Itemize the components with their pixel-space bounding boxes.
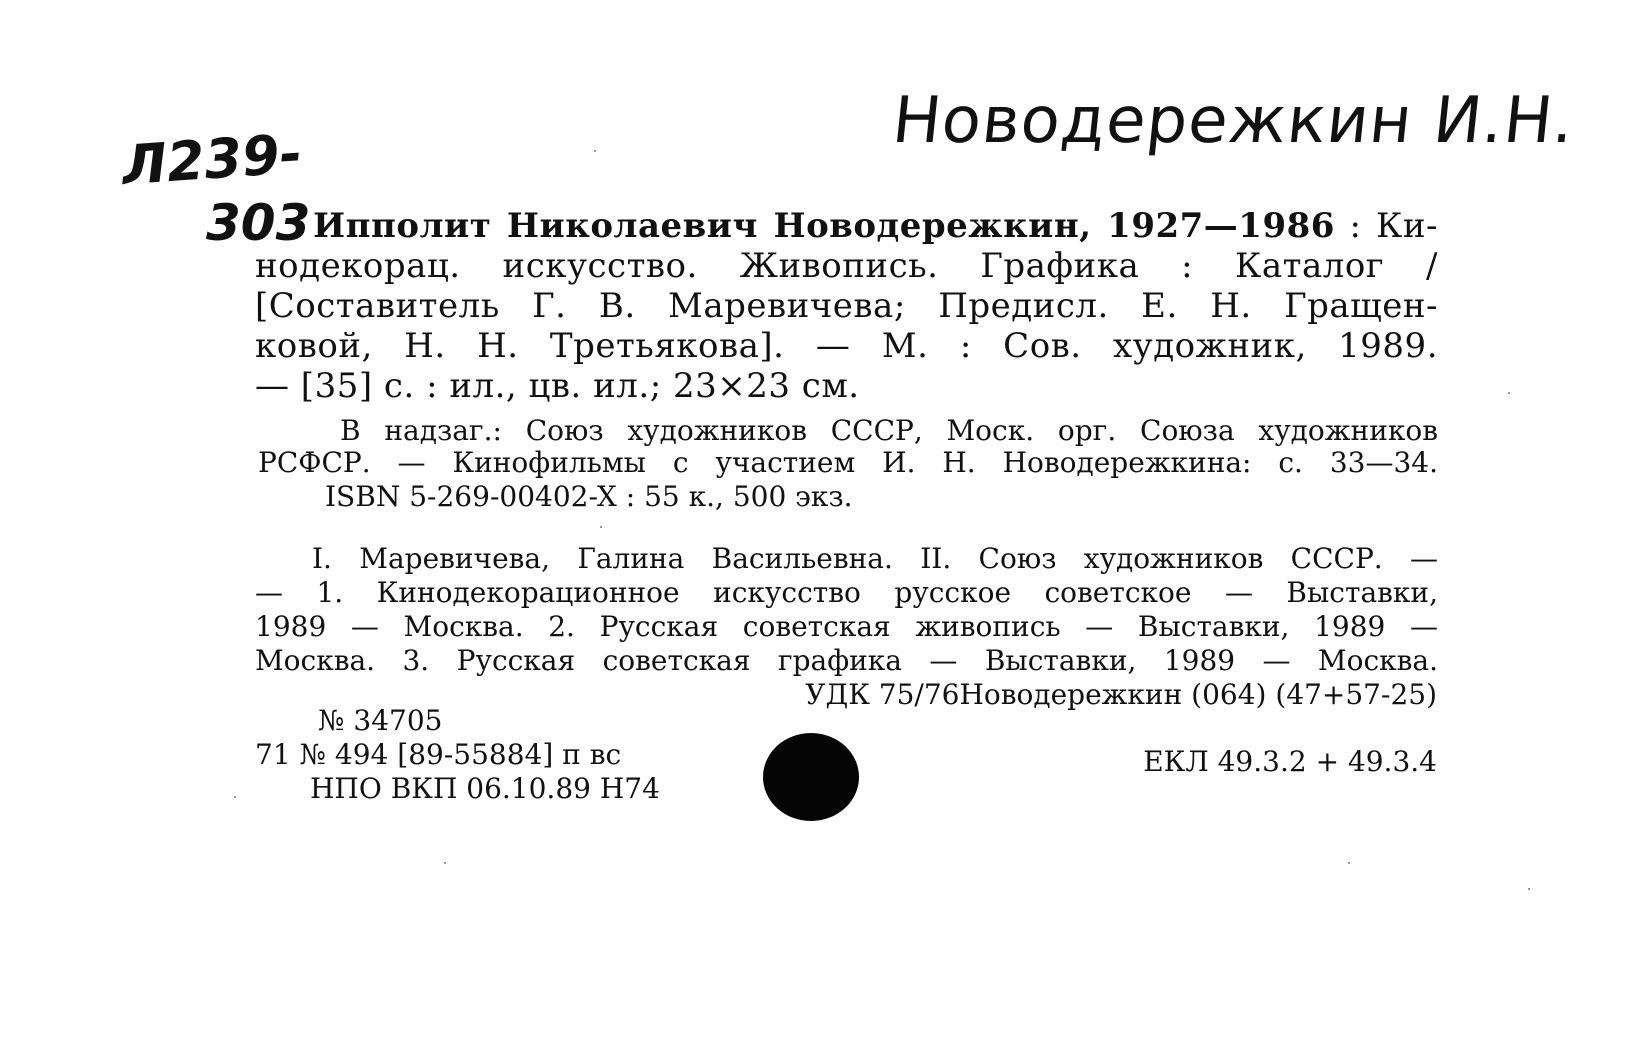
- entry-heading-line: [313, 206, 1438, 246]
- scan-speck: [234, 796, 236, 798]
- scan-speck: [1528, 888, 1530, 890]
- udk-classification: УДК 75/76Новодережкин (064) (47+57-25): [805, 678, 1437, 711]
- card-number: № 34705: [318, 704, 443, 737]
- tracings-line-4: Москва. 3. Русская советская графика — Выставки, 1989 — Москва.: [255, 644, 1438, 677]
- scan-speck: [594, 150, 596, 152]
- ekl-classification: ЕКЛ 49.3.2 + 49.3.4: [1143, 745, 1437, 778]
- scan-speck: [1508, 392, 1510, 394]
- entry-line-3: [Составитель Г. В. Маревичева; Предисл. Е. Н. Гращен-: [255, 286, 1438, 326]
- handwritten-shelf-code-line2: 303: [206, 194, 311, 252]
- tracings-line-3: 1989 — Москва. 2. Русская советская живопись — Выставки, 1989 —: [255, 610, 1438, 643]
- isbn-line: ISBN 5-269-00402-X : 55 к., 500 экз.: [325, 480, 853, 513]
- handwritten-author-name: Новодережкин И.Н.: [889, 84, 1579, 158]
- notes-line-2: РСФСР. — Кинофильмы с участием И. Н. Новодережкина: с. 33—34.: [258, 446, 1438, 479]
- notes-line-1: В надзаг.: Союз художников СССР, Моск. орг. Союза художников: [340, 414, 1438, 447]
- handwritten-shelf-code-line1: Л239-: [120, 121, 304, 198]
- tracings-line-2: — 1. Кинодекорационное искусство русское советское — Выставки,: [255, 576, 1438, 609]
- entry-line-2: нодекорац. искусство. Живопись. Графика : Каталог /: [255, 246, 1438, 286]
- entry-heading-bold: Ипполит Николаевич Новодережкин, 1927—1986: [313, 206, 1335, 246]
- print-order-line: 71 № 494 [89-55884] п вс: [255, 738, 622, 771]
- punch-hole: [763, 733, 859, 821]
- printer-line: НПО ВКП 06.10.89 Н74: [310, 772, 660, 805]
- scan-speck: [600, 526, 602, 528]
- entry-heading-rest: : Ки-: [1334, 206, 1438, 246]
- entry-line-5: — [35] с. : ил., цв. ил.; 23×23 см.: [255, 366, 860, 406]
- tracings-line-1: I. Маревичева, Галина Васильевна. II. Союз художников СССР. —: [312, 542, 1438, 575]
- scan-speck: [1348, 862, 1350, 864]
- scan-speck: [444, 862, 446, 864]
- entry-line-4: ковой, Н. Н. Третьякова]. — М. : Сов. художник, 1989.: [255, 326, 1438, 366]
